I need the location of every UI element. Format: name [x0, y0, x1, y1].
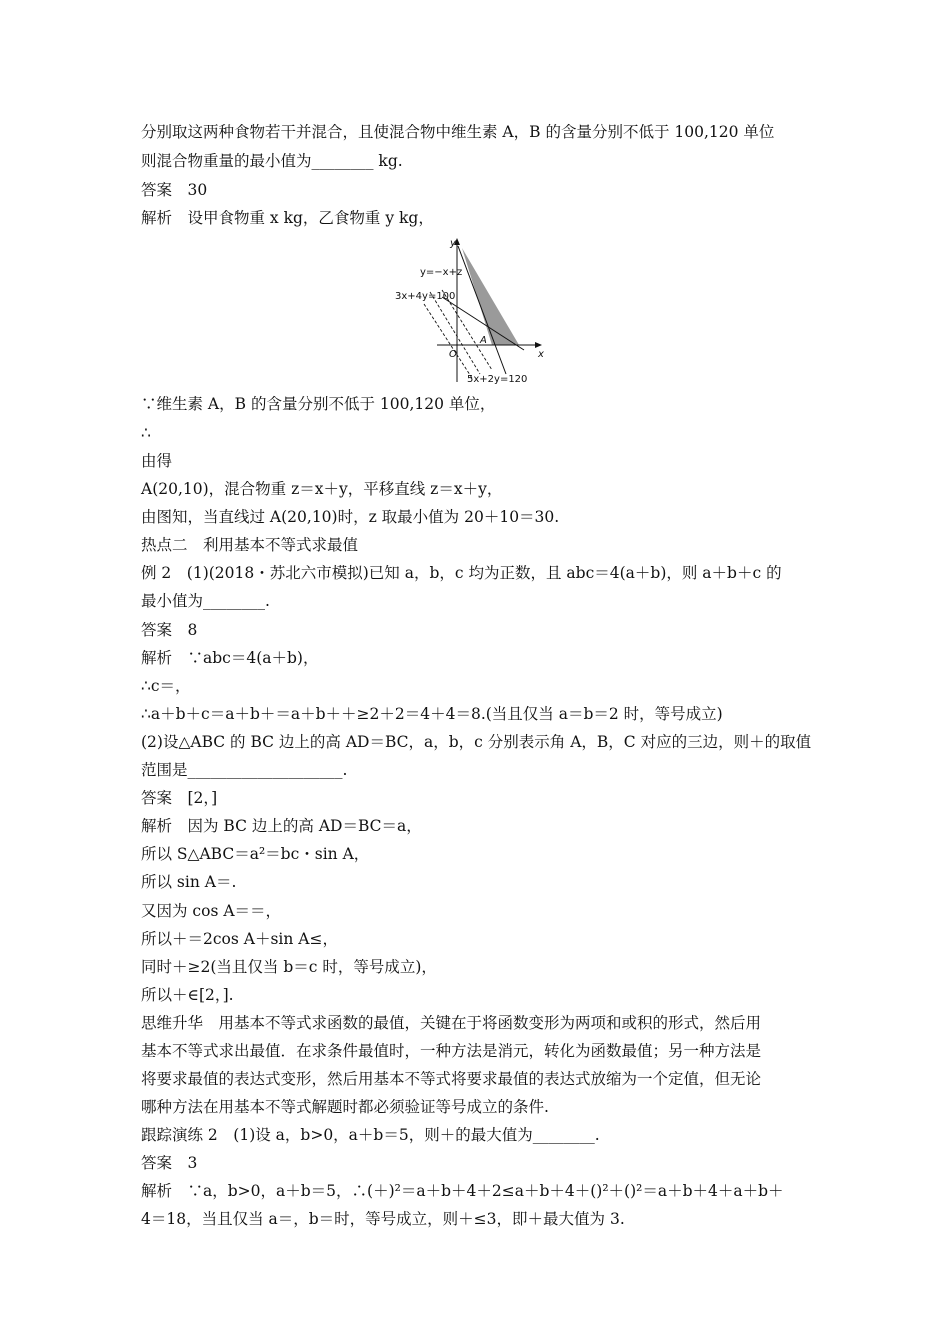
text-line: 最小值为________. [141, 592, 270, 610]
text-line: 4＝18，当且仅当 a＝，b＝时，等号成立，则＋≤3，即＋最大值为 3. [141, 1210, 625, 1228]
analysis-line: 解析 设甲食物重 x kg，乙食物重 y kg， [141, 209, 434, 227]
feasible-region-svg [392, 232, 557, 390]
objective-line-dashed [430, 292, 480, 374]
text-line: (2)设△ABC 的 BC 边上的高 AD＝BC，a，b，c 分别表示角 A，B，C 对应的三边，则＋的取值 [141, 733, 812, 751]
analysis-line: 解析 ∵a，b>0，a＋b＝5，∴(＋)²＝a＋b＋4＋2≤a＋b＋4＋()²＋()²＝a＋b＋4＋a＋b＋ [141, 1182, 784, 1200]
text-line: 由图知，当直线过 A(20,10)时，z 取最小值为 20＋10＝30. [141, 508, 560, 526]
analysis-line: 解析 因为 BC 边上的高 AD＝BC＝a， [141, 817, 422, 835]
origin-label: O [449, 349, 457, 360]
text-line: ∴c＝， [141, 677, 191, 695]
feasible-region [462, 248, 519, 345]
summary-line: 哪种方法在用基本不等式解题时都必须验证等号成立的条件. [141, 1098, 549, 1116]
example-line: 例 2 (1)(2018・苏北六市模拟)已知 a，b，c 均为正数，且 abc＝4(a＋b)，则 a＋b＋c 的 [141, 564, 782, 582]
text-line: 则混合物重量的最小值为________ kg. [141, 152, 403, 170]
exercise-line: 跟踪演练 2 (1)设 a，b>0，a＋b＝5，则＋的最大值为________. [141, 1126, 600, 1144]
text-line: ∴a＋b＋c＝a＋b＋＝a＋b＋＋≥2＋2＝4＋4＝8.(当且仅当 a＝b＝2 时，等号成立) [141, 705, 723, 723]
text-line: 同时＋≥2(当且仅当 b＝c 时，等号成立)， [141, 958, 437, 976]
text-line: 所以＋＝2cos A＋sin A≤， [141, 930, 338, 948]
text-line: 分别取这两种食物若干并混合，且使混合物中维生素 A，B 的含量分别不低于 100,120 单位 [141, 123, 775, 141]
text-line: ∴ [141, 424, 151, 442]
summary-line: 思维升华 用基本不等式求函数的最值，关键在于将函数变形为两项和或积的形式，然后用 [141, 1014, 762, 1032]
x-axis-arrow-icon [535, 342, 542, 348]
y-axis-label: y [450, 238, 456, 249]
feasible-region-figure [392, 232, 557, 390]
objective-line-dashed [424, 304, 472, 378]
point-a-label: A [480, 335, 487, 346]
text-line: 所以＋∈[2，]. [141, 986, 234, 1004]
analysis-line: 解析 ∵abc＝4(a＋b)， [141, 649, 319, 667]
text-line: 范围是____________________. [141, 761, 348, 779]
text-line: 由得 [141, 452, 173, 470]
section-heading: 热点二 利用基本不等式求最值 [141, 536, 359, 554]
x-axis-label: x [538, 349, 544, 360]
text-line: 所以 S△ABC＝a²＝bc・sin A， [141, 845, 370, 863]
answer-line: 答案 30 [141, 181, 208, 199]
text-line: 又因为 cos A＝＝， [141, 902, 282, 920]
summary-line: 将要求最值的表达式变形，然后用基本不等式将要求最值的表达式放缩为一个定值，但无论 [141, 1070, 762, 1088]
constraint-line-2-label: 5x+2y=120 [467, 374, 528, 385]
answer-line: 答案 8 [141, 621, 198, 639]
text-line: 所以 sin A＝. [141, 873, 237, 891]
summary-line: 基本不等式求出最值．在求条件最值时，一种方法是消元，转化为函数最值；另一种方法是 [141, 1042, 762, 1060]
answer-line: 答案 [2，] [141, 789, 218, 807]
constraint-line-1-label: 3x+4y=100 [395, 291, 456, 302]
objective-line-label: y=−x+z [420, 267, 463, 278]
text-line: ∵维生素 A，B 的含量分别不低于 100,120 单位， [141, 395, 496, 413]
answer-line: 答案 3 [141, 1154, 198, 1172]
text-line: A(20,10)，混合物重 z＝x＋y，平移直线 z＝x＋y， [141, 480, 503, 498]
